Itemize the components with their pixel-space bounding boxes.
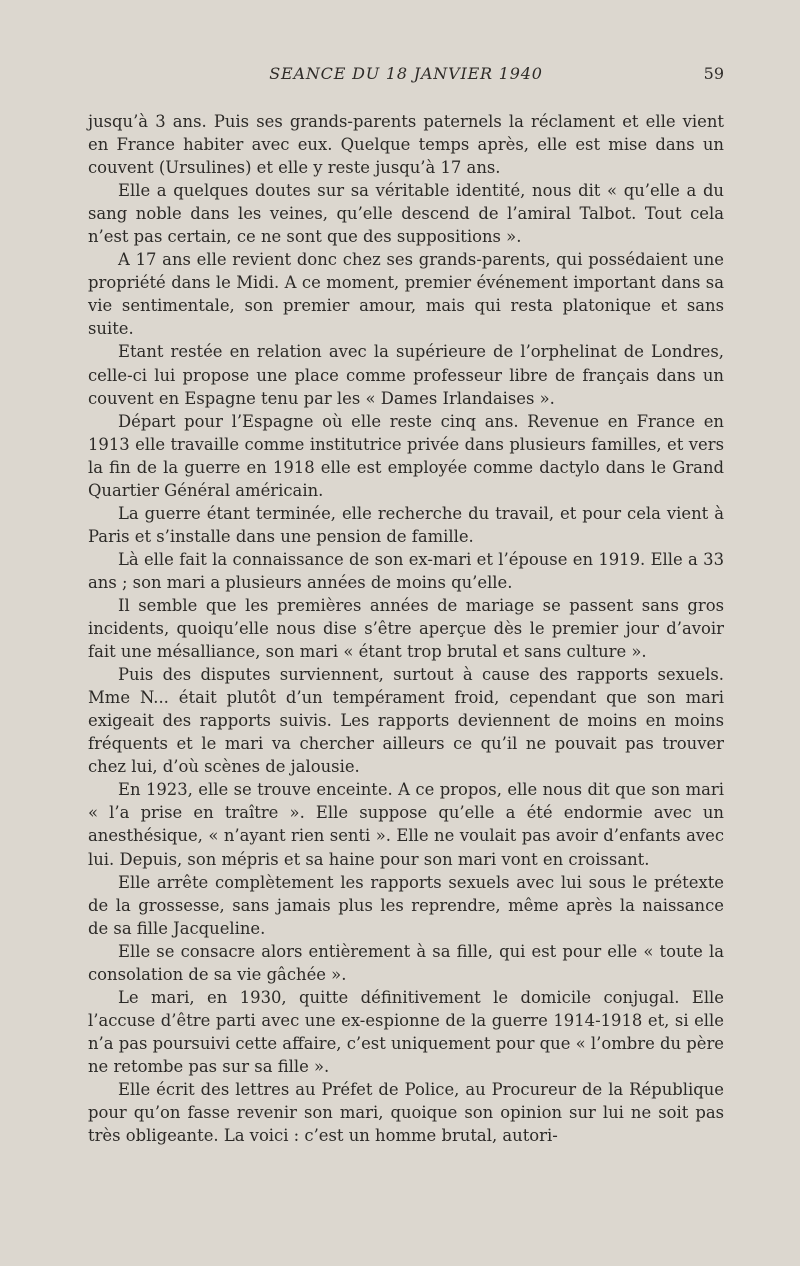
paragraph: Le mari, en 1930, quitte définitivement le domicile conjugal. Elle l’accuse d’être parti avec une ex-espionne de la guerre 1914-1918 et, si elle n’a pas poursuivi cette affaire, c’est uniquement pour que « l’ombre du père ne retombe pas sur sa fille ». (88, 987, 724, 1076)
paragraph: jusqu’à 3 ans. Puis ses grands-parents paternels la réclament et elle vient en France habiter avec eux. Quelque temps après, elle est mise dans un couvent (Ursulines) et elle y reste jusqu’à 17 ans. (88, 112, 724, 178)
paragraph: Puis des disputes surviennent, surtout à cause des rapports sexuels. Mme N... était plutôt d’un tempérament froid, cependant que son mari exigeait des rapports suivis. Les rapports deviennent de moins en moins fréquents et le mari va chercher ailleurs ce qu’il ne pouvait pas trouver chez lui, d’où scènes de jalousie. (88, 665, 724, 777)
page-number: 59 (703, 64, 724, 83)
paragraph: Elle a quelques doutes sur sa véritable identité, nous dit « qu’elle a du sang noble dans les veines, qu’elle descend de l’amiral Talbot. Tout cela n’est pas certain, ce ne sont que des suppositions ». (88, 181, 724, 247)
paragraph: Elle arrête complètement les rapports sexuels avec lui sous le prétexte de la grossesse, sans jamais plus les reprendre, même après la naissance de sa fille Jacqueline. (88, 872, 724, 938)
running-head: SEANCE DU 18 JANVIER 1940 (269, 64, 543, 83)
paragraph: Départ pour l’Espagne où elle reste cinq ans. Revenue en France en 1913 elle travaille comme institutrice privée dans plusieurs familles, et vers la fin de la guerre en 1918 elle est employée comme dactylo dans le Grand Quartier Général américain. (88, 411, 724, 500)
body-text (88, 110, 724, 1147)
page-header (88, 64, 724, 88)
paragraph: Il semble que les premières années de mariage se passent sans gros incidents, quoiqu’elle nous dise s’être aperçue dès le premier jour d’avoir fait une mésalliance, son mari « étant trop brutal et sans culture ». (88, 595, 724, 662)
paragraph: La guerre étant terminée, elle recherche du travail, et pour cela vient à Paris et s’installe dans une pension de famille. (88, 503, 724, 546)
paragraph: En 1923, elle se trouve enceinte. A ce propos, elle nous dit que son mari « l’a prise en traître ». Elle suppose qu’elle a été endormie avec un anesthésique, « n’ayant rien senti ». Elle ne voulait pas avoir d’enfants avec lui. Depuis, son mépris et sa haine pour son mari vont en croissant. (88, 780, 724, 869)
paragraph: Elle écrit des lettres au Préfet de Police, au Procureur de la République pour qu’on fasse revenir son mari, quoique son opinion sur lui ne soit pas très obligeante. La voici : c’est un homme brutal, autori- (88, 1079, 724, 1146)
paragraph: Là elle fait la connaissance de son ex-mari et l’épouse en 1919. Elle a 33 ans ; son mari a plusieurs années de moins qu’elle. (88, 549, 724, 592)
paragraph: Elle se consacre alors entièrement à sa fille, qui est pour elle « toute la consolation de sa vie gâchée ». (88, 941, 724, 984)
paragraph: Etant restée en relation avec la supérieure de l’orphelinat de Londres, celle-ci lui propose une place comme professeur libre de français dans un couvent en Espagne tenu par les « Dames Irlandaises ». (88, 342, 724, 408)
paragraph: A 17 ans elle revient donc chez ses grands-parents, qui possédaient une propriété dans le Midi. A ce moment, premier événement important dans sa vie sentimentale, son premier amour, mais qui resta platonique et sans suite. (88, 250, 724, 339)
